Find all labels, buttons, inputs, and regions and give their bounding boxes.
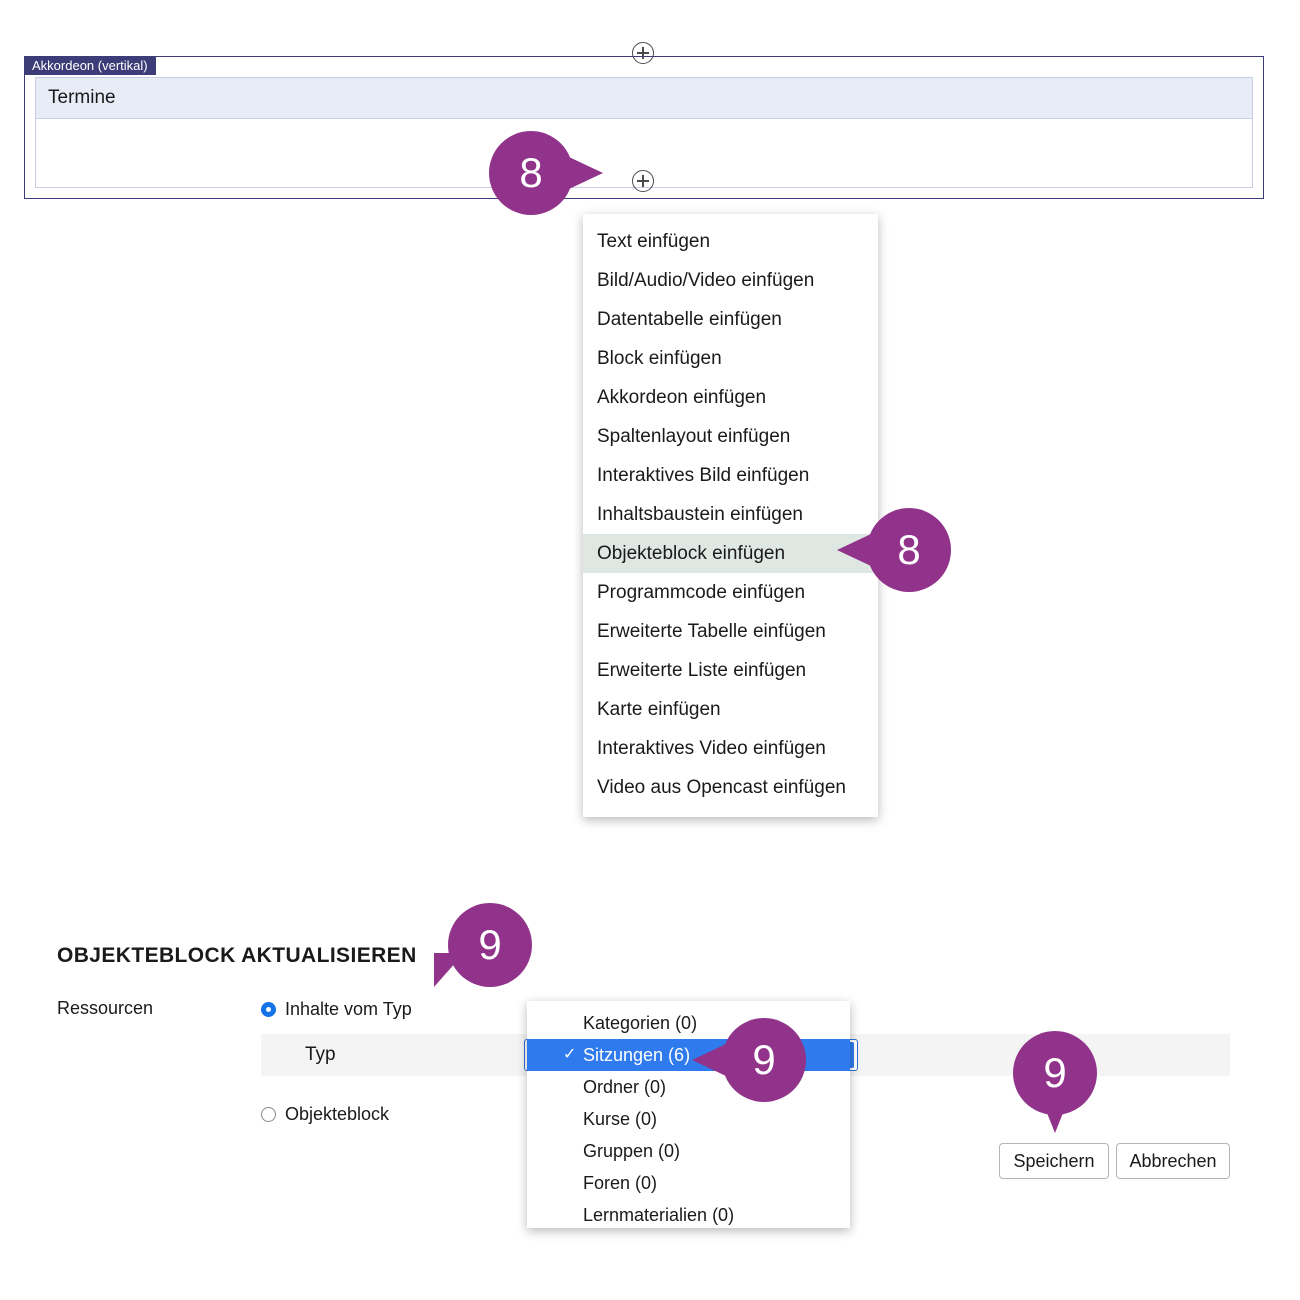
menu-item-map[interactable]: Karte einfügen — [597, 699, 721, 720]
check-icon: ✓ — [563, 1046, 577, 1063]
callout-step-8-accordion — [489, 131, 573, 215]
callout-step-8-menu — [867, 508, 951, 592]
dropdown-option-gruppen[interactable] — [527, 1135, 850, 1167]
dropdown-option-label: Kategorien (0) — [583, 1013, 698, 1033]
callout-label: 9 — [1043, 1049, 1067, 1096]
dropdown-option-lernmaterialien[interactable] — [527, 1199, 850, 1228]
radio-button-icon-unselected[interactable] — [261, 1107, 276, 1122]
radio-inhalte-vom-typ-label: Inhalte vom Typ — [285, 999, 412, 1019]
menu-item-column-layout[interactable]: Spaltenlayout einfügen — [597, 426, 791, 447]
dropdown-option-kurse[interactable] — [527, 1103, 850, 1135]
plus-circle-icon-top[interactable] — [632, 42, 654, 64]
menu-item-datatable[interactable]: Datentabelle einfügen — [597, 309, 782, 330]
dropdown-option-foren[interactable] — [527, 1167, 850, 1199]
menu-item-advanced-table[interactable]: Erweiterte Tabelle einfügen — [597, 621, 826, 642]
callout-step-9-save — [1013, 1031, 1097, 1115]
dropdown-option-label: Lernmaterialien (0) — [583, 1205, 735, 1225]
typ-label: Typ — [305, 1044, 336, 1065]
page-title: OBJEKTEBLOCK AKTUALISIEREN — [57, 944, 417, 967]
menu-item-content-module[interactable]: Inhaltsbaustein einfügen — [597, 504, 803, 525]
menu-item-interactive-image[interactable]: Interaktives Bild einfügen — [597, 465, 810, 486]
radio-objekteblock-label: Objekteblock — [285, 1104, 390, 1124]
insert-context-menu[interactable] — [583, 214, 878, 817]
menu-item-text[interactable]: Text einfügen — [597, 231, 711, 252]
radio-objekteblock[interactable] — [261, 1104, 389, 1125]
dropdown-option-label: Sitzungen (6) — [583, 1045, 691, 1065]
menu-item-opencast-video[interactable]: Video aus Opencast einfügen — [597, 777, 846, 798]
accordion-section-header[interactable] — [36, 78, 1252, 119]
menu-item-advanced-list[interactable]: Erweiterte Liste einfügen — [597, 660, 807, 681]
menu-item-media[interactable]: Bild/Audio/Video einfügen — [597, 270, 815, 291]
dropdown-option-label: Foren (0) — [583, 1173, 658, 1193]
menu-item-object-block[interactable]: Objekteblock einfügen — [583, 534, 878, 573]
dropdown-option-label: Kurse (0) — [583, 1109, 658, 1129]
menu-item-block[interactable]: Block einfügen — [597, 348, 722, 369]
cancel-button[interactable]: Abbrechen — [1116, 1143, 1230, 1179]
callout-label: 8 — [519, 149, 543, 196]
dropdown-option-label: Ordner (0) — [583, 1077, 667, 1097]
callout-step-9-dropdown — [722, 1018, 806, 1102]
callout-label: 9 — [752, 1036, 776, 1083]
save-button[interactable]: Speichern — [999, 1143, 1109, 1179]
callout-label: 9 — [478, 921, 502, 968]
callout-step-9-radio — [448, 903, 532, 987]
radio-button-icon-selected[interactable] — [261, 1002, 276, 1017]
menu-item-interactive-video[interactable]: Interaktives Video einfügen — [597, 738, 826, 759]
radio-inhalte-vom-typ[interactable] — [261, 999, 412, 1020]
accordion-type-tab — [24, 56, 156, 75]
callout-label: 8 — [897, 526, 921, 573]
resources-label: Ressourcen — [57, 998, 154, 1018]
dropdown-option-label: Gruppen (0) — [583, 1141, 681, 1161]
accordion-type-label: Akkordeon (vertikal) — [32, 58, 148, 73]
accordion-section-title: Termine — [48, 87, 116, 108]
menu-item-source-code[interactable]: Programmcode einfügen — [597, 582, 806, 603]
menu-item-accordion[interactable]: Akkordeon einfügen — [597, 387, 767, 408]
plus-circle-icon-inner[interactable] — [632, 170, 654, 192]
